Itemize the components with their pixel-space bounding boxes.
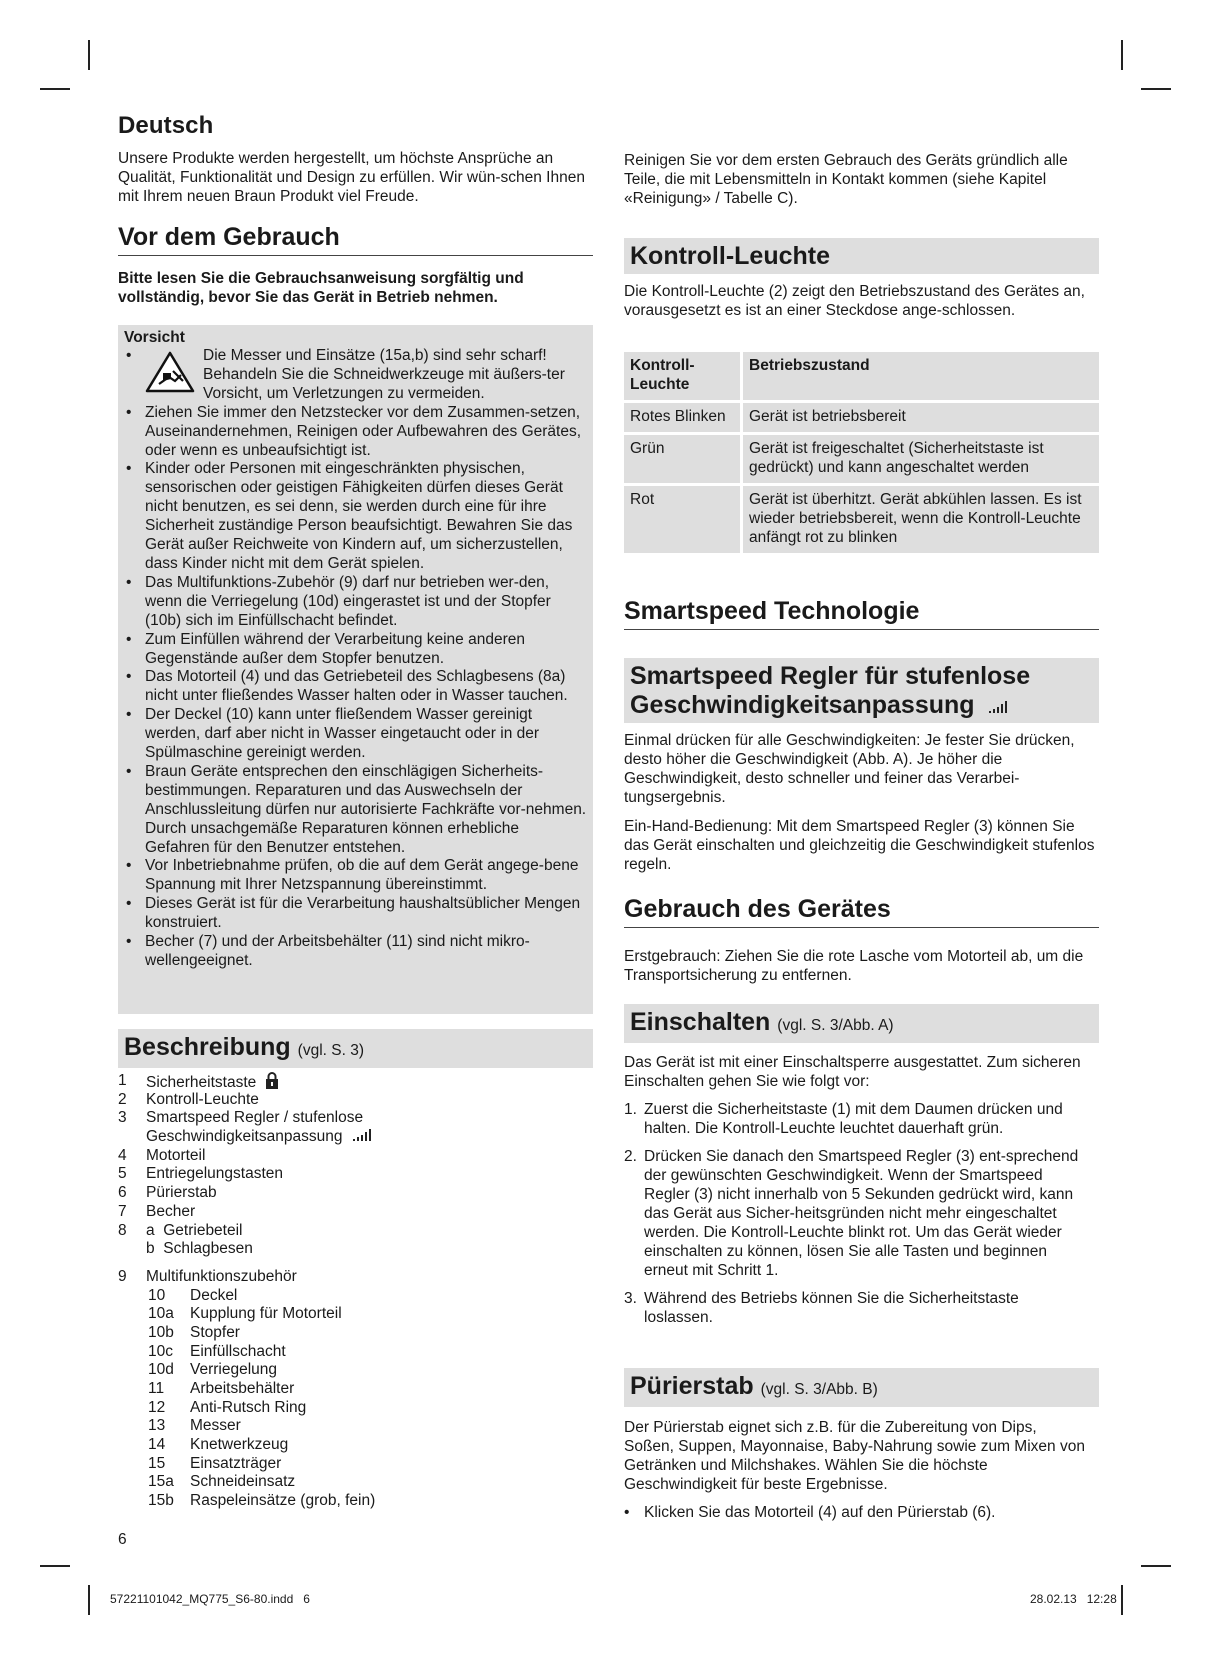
- speed-bars-icon: [347, 1128, 373, 1145]
- caution-item: • Das Multifunktions-Zubehör (9) darf nur betrieben wer-den, wenn die Verriegelung (10d) eingerastet ist und der Stopfer (10b) sich im Einfüllschacht befindet.: [124, 574, 587, 631]
- list-item: 10c Einfüllschacht: [148, 1342, 286, 1360]
- list-item: 10d Verriegelung: [148, 1361, 278, 1379]
- crop-mark: [1141, 88, 1171, 90]
- einschalten-text: Das Gerät ist mit einer Einschaltsperre ausgestattet. Zum sicheren Einschalten gehen Sie wie folgt vor:: [624, 1054, 1081, 1090]
- table-row: [624, 486, 1099, 553]
- list-item: 7 Becher: [118, 1202, 196, 1220]
- list-item: 15a Schneideinsatz: [148, 1473, 296, 1491]
- intro-text: Unsere Produkte werden hergestellt, um höchste Ansprüche an Qualität, Funktionalität und Design zu erfüllen. Wir wün-schen Ihnen mit Ihrem neuen Braun Produkt viel Freude.: [118, 150, 585, 205]
- table-row: [624, 403, 1099, 432]
- list-item: 2. Drücken Sie danach den Smartspeed Regler (3) ent-sprechend der gewünschten Geschwindigkeit. Wenn der Smartspeed Regler (3) nicht innerhalb von 5 Sekunden gedrückt wird, kann das Gerät aus Sicher-heitsgründen nicht mehr eingeschaltet werden. Die Kontroll-Leuchte blinkt rot. Um das Gerät wieder einschalten zu können, lösen Sie alle Tasten und beginnen erneut mit Schritt 1.: [624, 1148, 1079, 1279]
- list-item: 10a Kupplung für Motorteil: [148, 1305, 342, 1323]
- caution-item: • Der Deckel (10) kann unter fließendem Wasser gereinigt werden, darf aber nicht in Wasser eingetaucht oder in der Spülmaschine gereinigt werden.: [124, 706, 587, 763]
- beschreibung-header: Beschreibung (vgl. S. 3): [118, 1029, 593, 1068]
- regler-text-2: Ein-Hand-Bedienung: Mit dem Smartspeed Regler (3) können Sie das Gerät einschalten und gleichzeitig die Geschwindigkeit stufenlos regeln.: [624, 818, 1095, 873]
- caution-item: • Kinder oder Personen mit eingeschränkten physischen, sensorischen oder geistigen Fähigkeiten dürfen dieses Gerät nicht benutzen, es sei denn, sie werden durch eine für ihre Sicherheit zuständige Person beaufsichtigt. Bewahren Sie das Gerät außer Reichweite von Kindern auf, um sicherzustellen, dass Kinder nicht mit dem Gerät spielen.: [124, 460, 587, 573]
- gebrauch-title: Gebrauch des Gerätes: [624, 895, 1099, 928]
- list-item: 10b Stopfer: [148, 1323, 240, 1341]
- vor-title: Vor dem Gebrauch: [118, 223, 593, 256]
- list-item: Geschwindigkeitsanpassung: [118, 1128, 588, 1147]
- list-item: b Schlagbesen: [146, 1240, 253, 1258]
- list-item: 1 Sicherheitstaste: [118, 1072, 588, 1091]
- kontroll-text: Die Kontroll-Leuchte (2) zeigt den Betriebszustand des Gerätes an, vorausgesetzt es ist an einer Steckdose ange-schlossen.: [624, 283, 1085, 319]
- section-vor-dem-gebrauch: [118, 223, 593, 307]
- smart-title: Smartspeed Technologie: [624, 597, 1099, 630]
- table-cell: Grün: [624, 435, 743, 483]
- language-title: Deutsch: [118, 112, 214, 139]
- list-item: 3 Smartspeed Regler / stufenlose: [118, 1109, 364, 1127]
- list-item: 1. Zuerst die Sicherheitstaste (1) mit dem Daumen drücken und halten. Die Kontroll-Leuchte leuchtet dauerhaft grün.: [624, 1101, 1063, 1137]
- list-item: 11 Arbeitsbehälter: [148, 1380, 295, 1397]
- table-cell: Gerät ist überhitzt. Gerät abkühlen lassen. Es ist wieder betriebsbereit, wenn die Kontroll-Leuchte anfängt rot zu blinken: [743, 486, 1099, 553]
- caution-title: Vorsicht: [124, 329, 185, 346]
- table-header-cell: Betriebszustand: [743, 352, 1099, 400]
- caution-item: • Das Motorteil (4) und das Getriebeteil des Schlagbesens (8a) nicht unter fließendes Wasser halten oder in Wasser tauchen.: [124, 668, 587, 706]
- list-item: 15 Einsatzträger: [148, 1454, 282, 1472]
- list-item: 3. Während des Betriebs können Sie die Sicherheitstaste loslassen.: [624, 1290, 1019, 1326]
- speed-bars-icon: [981, 691, 1009, 719]
- table-row: [624, 435, 1099, 483]
- caution-list: [124, 347, 587, 971]
- puerier-text: Der Pürierstab eignet sich z.B. für die Zubereitung von Dips, Soßen, Suppen, Mayonnaise, Baby-Nahrung sowie zum Mixen von Getränken und Milchshakes. Wählen Sie die höchste Geschwindigkeit für beste Ergebnisse.: [624, 1419, 1085, 1493]
- table-cell: Gerät ist freigeschaltet (Sicherheitstaste ist gedrückt) und kann angeschaltet werden: [743, 435, 1099, 483]
- crop-mark: [88, 40, 90, 70]
- beschreibung-ref: (vgl. S. 3): [297, 1042, 364, 1059]
- caution-item: • Becher (7) und der Arbeitsbehälter (11) sind nicht mikro-wellengeeignet.: [124, 933, 587, 971]
- footer-date: 28.02.13 12:28: [1030, 1592, 1117, 1606]
- bold-note: Bitte lesen Sie die Gebrauchsanweisung sorgfältig und vollständig, bevor Sie das Gerät in Betrieb nehmen.: [118, 270, 524, 306]
- parts-list: [118, 1072, 588, 1511]
- list-item: 10 Deckel: [148, 1286, 238, 1304]
- crop-mark: [1121, 40, 1123, 70]
- puerier-header: Pürierstab (vgl. S. 3/Abb. B): [624, 1368, 1099, 1407]
- list-item: 12 Anti-Rutsch Ring: [148, 1398, 307, 1416]
- caution-item: • Braun Geräte entsprechen den einschlägigen Sicherheits-bestimmungen. Reparaturen und das Auswechseln der Anschlussleitung dürfen nur autorisierte Fachkräfte vor-nehmen. Durch unsachgemäße Reparaturen können erhebliche Gefahren für den Benutzer entstehen.: [124, 763, 587, 858]
- section-deutsch: [118, 112, 593, 206]
- crop-mark: [1121, 1585, 1123, 1615]
- regler-text-1: Einmal drücken für alle Geschwindigkeiten: Je fester Sie drücken, desto höher die Geschwindigkeit (Abb. A). Je höher die Geschwindigkeit, desto schneller und feiner das Verarbei-tungsergebnis.: [624, 732, 1075, 806]
- list-item: 2 Kontroll-Leuchte: [118, 1090, 259, 1108]
- kontroll-header: Kontroll-Leuchte: [624, 238, 1099, 274]
- list-item: 15b Raspeleinsätze (grob, fein): [148, 1492, 376, 1510]
- caution-box: [118, 325, 593, 1014]
- einschalten-header: Einschalten (vgl. S. 3/Abb. A): [624, 1004, 1099, 1043]
- list-item: 13 Messer: [148, 1417, 241, 1435]
- list-item: 4 Motorteil: [118, 1146, 206, 1164]
- lock-icon: [261, 1074, 279, 1091]
- steps-list: [624, 1100, 1089, 1327]
- table-row: [624, 352, 1099, 400]
- caution-item: • Dieses Gerät ist für die Verarbeitung haushaltsüblicher Mengen konstruiert.: [124, 895, 587, 933]
- table-header-cell: Kontroll-Leuchte: [624, 352, 743, 400]
- crop-mark: [1141, 1565, 1171, 1567]
- status-table: [624, 349, 1099, 556]
- crop-mark: [88, 1585, 90, 1615]
- puerier-bullet: • Klicken Sie das Motorteil (4) auf den Pürierstab (6).: [624, 1504, 996, 1521]
- list-item: 14 Knetwerkzeug: [148, 1436, 289, 1454]
- page-number: 6: [118, 1531, 127, 1548]
- crop-mark: [40, 88, 70, 90]
- list-item: 9 Multifunktionszubehör: [118, 1267, 297, 1285]
- table-cell: Rot: [624, 486, 743, 553]
- caution-item: • Ziehen Sie immer den Netzstecker vor dem Zusammen-setzen, Auseinandernehmen, Reinigen oder Aufbewahren des Gerätes, oder wenn es unbeaufsichtigt ist.: [124, 404, 587, 461]
- crop-mark: [40, 1565, 70, 1567]
- clean-text: Reinigen Sie vor dem ersten Gebrauch des Geräts gründlich alle Teile, die mit Lebensmitteln in Kontakt kommen (siehe Kapitel «Reinigung» / Tabelle C).: [624, 152, 1068, 207]
- list-item: 5 Entriegelungstasten: [118, 1165, 284, 1183]
- sharp-blade-warning-icon: [145, 351, 195, 399]
- right-column: [624, 0, 1099, 1521]
- list-item: 6 Pürierstab: [118, 1184, 217, 1202]
- einschalten-ref: (vgl. S. 3/Abb. A): [777, 1017, 894, 1034]
- caution-item: • Zum Einfüllen während der Verarbeitung keine anderen Gegenstände außer dem Stopfer benutzen.: [124, 631, 587, 669]
- caution-item: • Die Messer und Einsätze (15a,b) sind sehr scharf! Behandeln Sie die Schneidwerkzeuge mit äußers-ter Vorsicht, um Verletzungen zu vermeiden.: [124, 347, 587, 404]
- list-item: 8 a Getriebeteil: [118, 1221, 243, 1239]
- gebrauch-text: Erstgebrauch: Ziehen Sie die rote Lasche vom Motorteil ab, um die Transportsicherung zu entfernen.: [624, 948, 1084, 984]
- table-cell: Rotes Blinken: [624, 403, 743, 432]
- footer-file: 57221101042_MQ775_S6-80.indd 6: [110, 1592, 310, 1606]
- puerier-ref: (vgl. S. 3/Abb. B): [760, 1381, 878, 1398]
- regler-header: Smartspeed Regler für stufenlose Geschwindigkeitsanpassung: [624, 658, 1099, 723]
- caution-item: • Vor Inbetriebnahme prüfen, ob die auf dem Gerät angege-bene Spannung mit Ihrer Netzspannung übereinstimmt.: [124, 857, 587, 895]
- table-cell: Gerät ist betriebsbereit: [743, 403, 1099, 432]
